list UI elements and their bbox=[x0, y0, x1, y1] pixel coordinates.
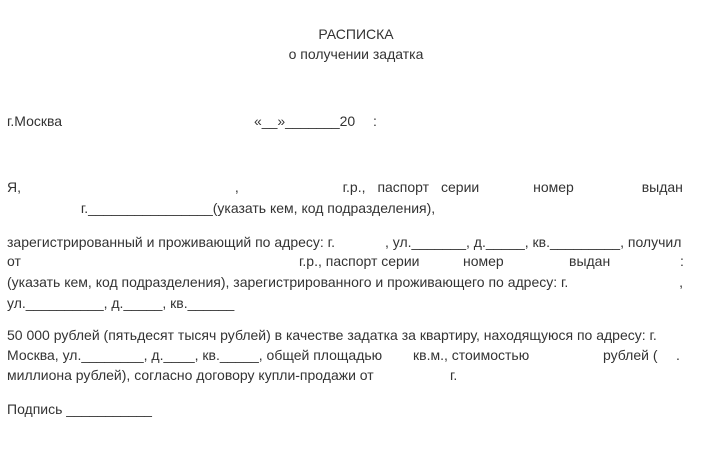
p2-ukazat: (указать кем, код подразделения), зарегистрированного и проживающего по адресу: г. bbox=[7, 274, 569, 290]
paragraph1-line2 bbox=[7, 200, 683, 217]
paragraph1-line1 bbox=[7, 179, 683, 196]
p2-line4-text: ул.__________, д._____, кв.______ bbox=[7, 295, 235, 311]
city: г.Москва bbox=[7, 113, 63, 129]
paragraph2-line2 bbox=[7, 253, 683, 270]
p3-rubley: рублей ( bbox=[603, 347, 658, 363]
p1-comma: , bbox=[234, 179, 239, 195]
redacted-issuer bbox=[7, 202, 77, 216]
redacted-birthdate bbox=[251, 179, 331, 193]
document-subtitle: о получении задатка bbox=[288, 46, 424, 62]
p1-gr: г.р., bbox=[342, 179, 366, 195]
paragraph2-line3 bbox=[7, 274, 683, 291]
p2-nomer: номер bbox=[463, 253, 504, 269]
p3-g: г. bbox=[450, 367, 458, 383]
paragraph3-line2 bbox=[7, 347, 683, 364]
signature-line bbox=[7, 401, 683, 418]
paragraph3-line3 bbox=[7, 367, 683, 384]
document-title: РАСПИСКА bbox=[318, 26, 394, 42]
p3-moskva: Москва, ул.________, д.____, кв._____, общей площадью bbox=[7, 347, 383, 363]
redacted-series bbox=[491, 179, 521, 193]
redacted-name bbox=[33, 179, 223, 193]
p3-line3-text: миллиона рублей), согласно договору купли-продажи от bbox=[7, 367, 374, 383]
date-placeholder: «__»_______20 bbox=[254, 113, 356, 129]
p2-comma: , bbox=[679, 274, 683, 290]
place-date-line bbox=[7, 113, 683, 130]
p2-vydan: выдан bbox=[569, 253, 611, 269]
p2-ul: , ул._______, д._____, кв._________, получил bbox=[384, 234, 682, 250]
paragraph3-line1 bbox=[7, 327, 683, 344]
p2-colon: : bbox=[680, 253, 684, 269]
signature-label: Подпись ___________ bbox=[7, 401, 152, 417]
paragraph2-line1 bbox=[7, 234, 683, 251]
date-colon: : bbox=[373, 113, 377, 129]
p1-line2-text: г.________________(указать кем, код подразделения), bbox=[80, 200, 436, 216]
p2-ot: от bbox=[7, 253, 21, 269]
redacted-city bbox=[335, 236, 385, 250]
p1-nomer: номер bbox=[533, 179, 574, 195]
p1-pasport: паспорт bbox=[377, 179, 430, 195]
p2-gr: г.р., паспорт серии bbox=[299, 253, 420, 269]
p1-ya: Я, bbox=[7, 179, 21, 195]
p1-vydan: выдан bbox=[641, 179, 683, 195]
p1-serii: серии bbox=[441, 179, 480, 195]
paragraph2-line4 bbox=[7, 295, 683, 312]
p2-zareg: зарегистрированный и проживающий по адресу: г. bbox=[7, 234, 335, 250]
p3-kvm: кв.м., стоимостью bbox=[413, 347, 530, 363]
redacted-number bbox=[586, 179, 630, 193]
p3-dot: . bbox=[676, 347, 680, 363]
p3-line1-text: 50 000 рублей (пятьдесят тысяч рублей) в качестве задатка за квартиру, находящуюся по адресу: г. bbox=[7, 327, 657, 343]
